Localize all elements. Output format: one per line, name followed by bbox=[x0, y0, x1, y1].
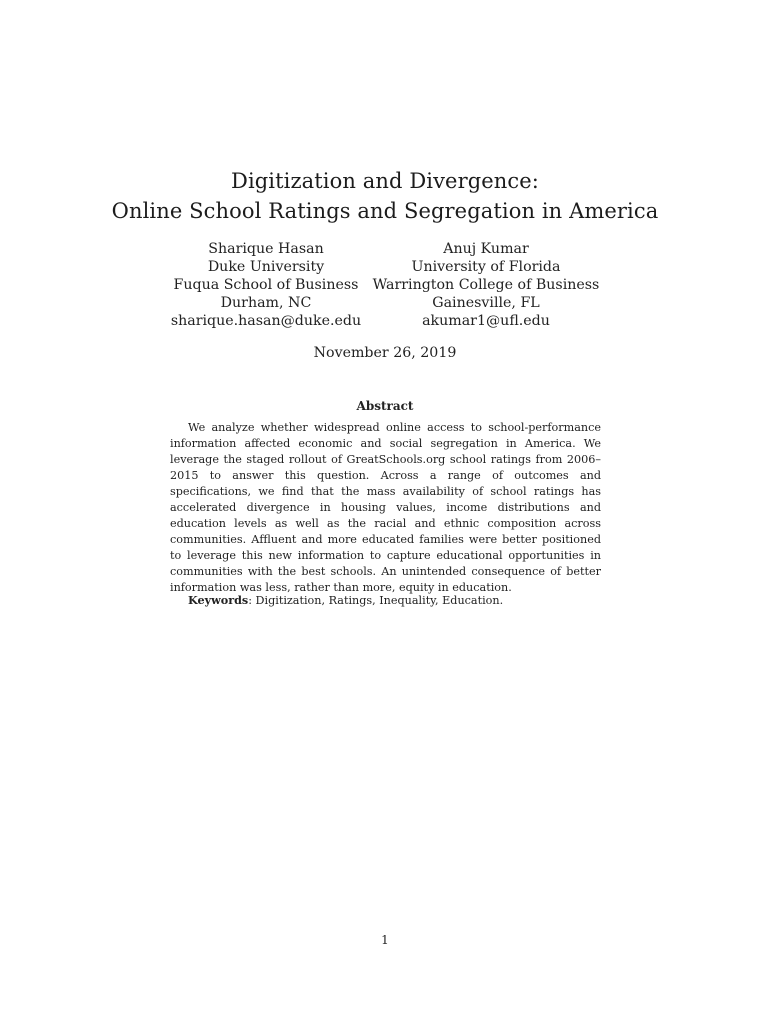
title-line-1: Digitization and Divergence: bbox=[231, 169, 539, 193]
abstract-body: We analyze whether widespread online access to school-performance information affected economic and social segregation in America. We leverage the staged rollout of GreatSchools.org school ratings from 2006–2015 to answer this question. Across a range of outcomes and specifications, we find that the mass availability of school ratings has accelerated divergence in housing values, income distributions and education levels as well as the racial and ethnic composition across communities. Affluent and more educated families were better positioned to leverage this new information to capture educational opportunities in communities with the best schools. An unintended consequence of better information was less, rather than more, equity in education. bbox=[170, 421, 601, 594]
keywords-separator: : bbox=[248, 594, 252, 607]
keywords-line bbox=[170, 592, 601, 609]
author-name: Anuj Kumar bbox=[443, 241, 529, 257]
author-location: Durham, NC bbox=[220, 295, 312, 311]
paper-title bbox=[0, 166, 770, 226]
paper-date: November 26, 2019 bbox=[313, 345, 457, 361]
author-university: Duke University bbox=[207, 259, 325, 275]
author-kumar bbox=[366, 240, 606, 330]
author-school: Warrington College of Business bbox=[372, 277, 600, 293]
author-email: sharique.hasan@duke.edu bbox=[170, 313, 362, 329]
page-number: 1 bbox=[381, 933, 389, 947]
author-university: University of Florida bbox=[411, 259, 561, 275]
author-email: akumar1@ufl.edu bbox=[422, 313, 550, 329]
title-line-2: Online School Ratings and Segregation in America bbox=[111, 199, 659, 223]
author-hasan bbox=[146, 240, 386, 330]
author-location: Gainesville, FL bbox=[432, 295, 540, 311]
author-school: Fuqua School of Business bbox=[173, 277, 359, 293]
keywords-label: Keywords bbox=[188, 593, 249, 607]
abstract-heading: Abstract bbox=[356, 399, 414, 413]
keywords-text: Digitization, Ratings, Inequality, Education. bbox=[252, 594, 504, 607]
author-name: Sharique Hasan bbox=[208, 241, 324, 257]
